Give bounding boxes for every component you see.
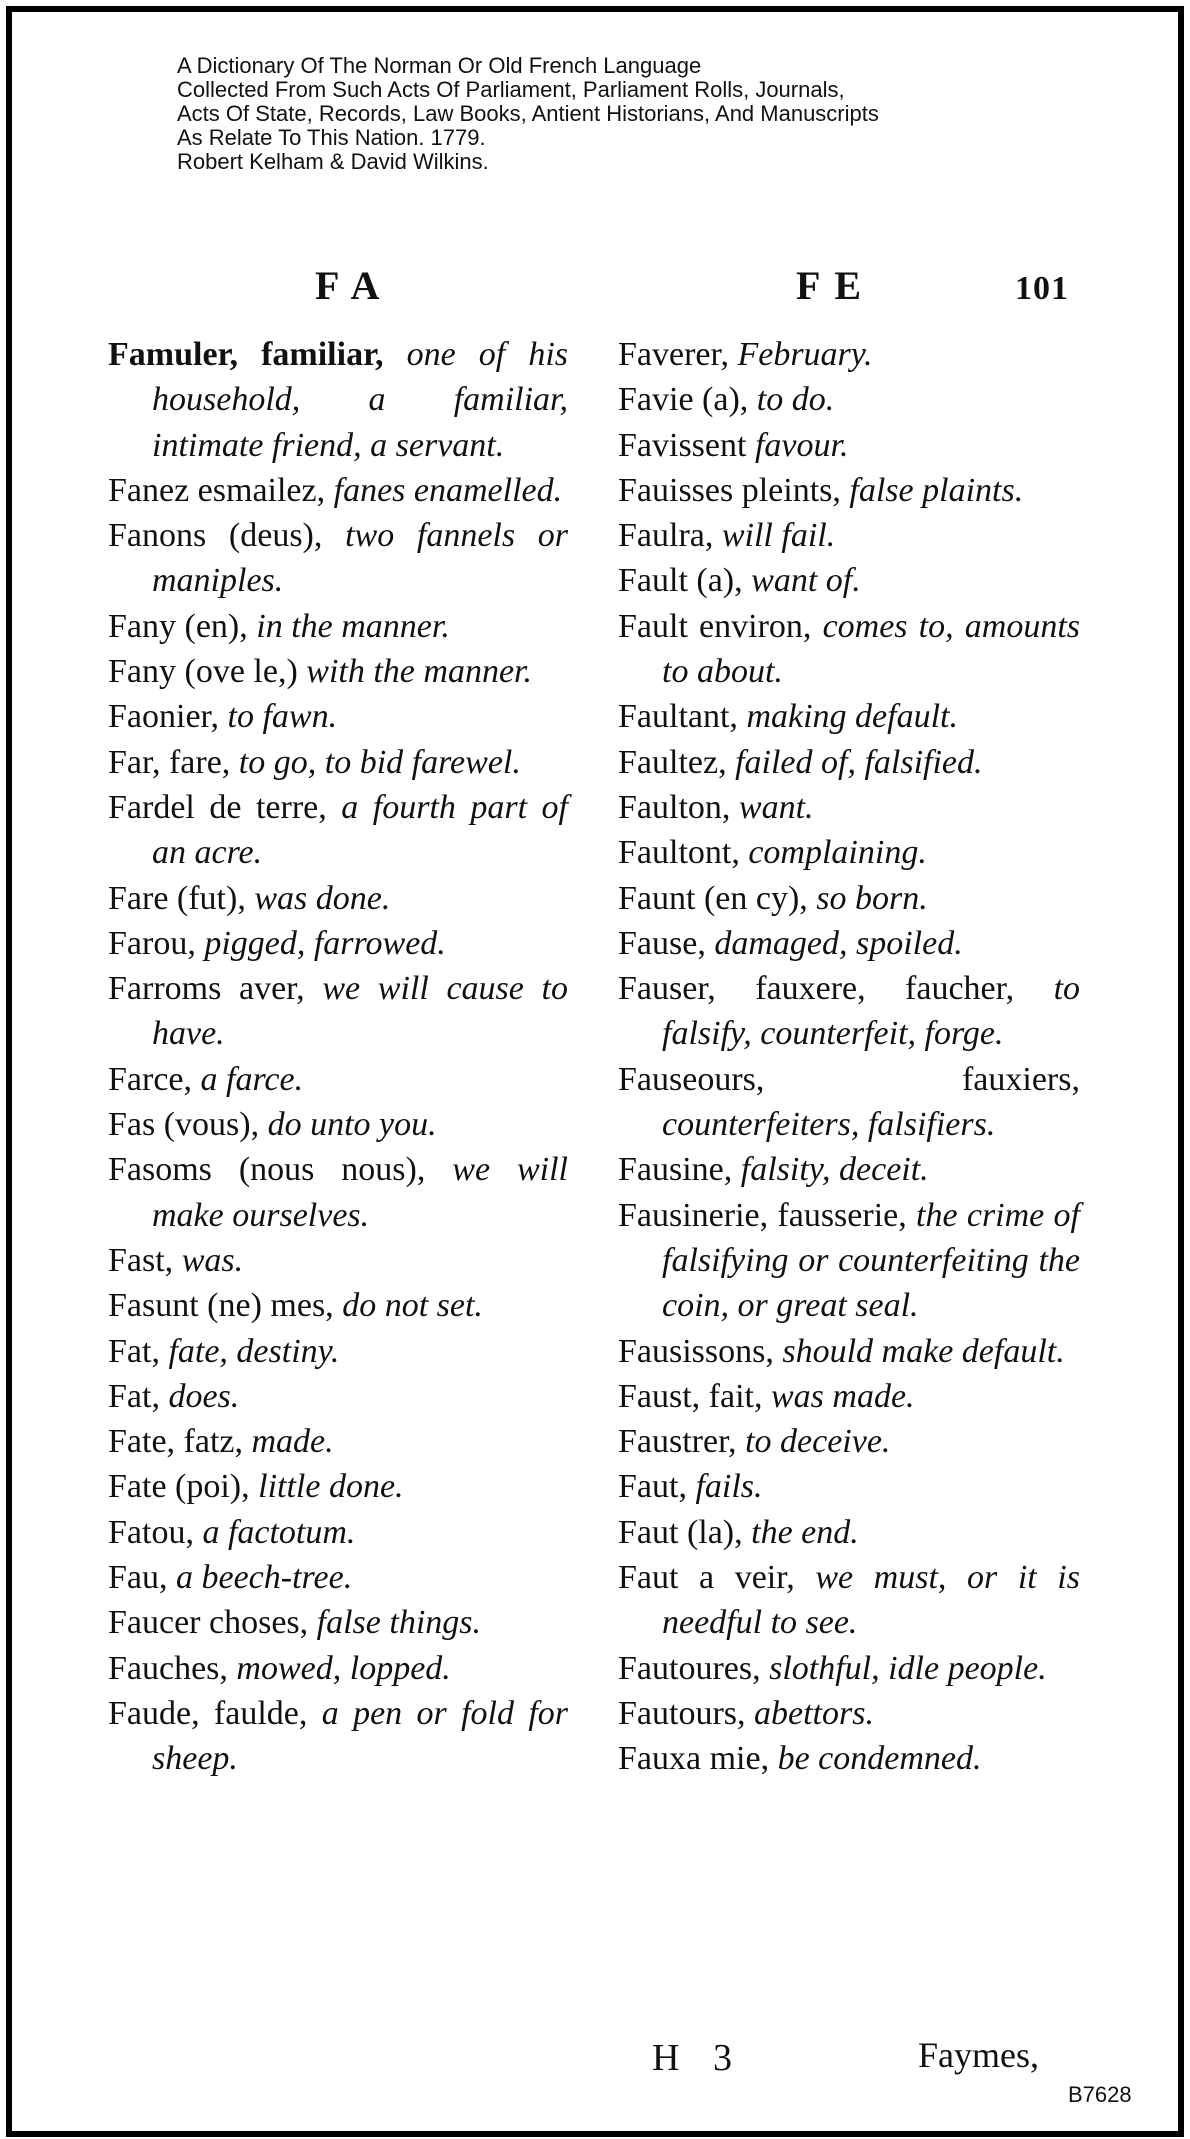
citation-line: A Dictionary Of The Norman Or Old French Language	[177, 53, 702, 78]
dictionary-entry	[108, 1419, 568, 1464]
entry-definition: pigged, farrowed.	[204, 924, 446, 962]
entry-definition: to do.	[756, 381, 835, 419]
entry-headword: Fault (a),	[618, 562, 743, 600]
dictionary-entry	[108, 1329, 568, 1374]
entry-definition: a factotum.	[202, 1513, 356, 1551]
dictionary-entry	[108, 1374, 568, 1419]
dictionary-entry	[618, 1147, 1080, 1192]
dictionary-entry	[108, 1464, 568, 1509]
dictionary-entry	[108, 1147, 568, 1238]
entry-headword: Faulra,	[618, 517, 714, 555]
dictionary-entry	[108, 1238, 568, 1283]
entry-headword: Fasoms (nous nous),	[108, 1151, 426, 1189]
dictionary-entry	[618, 1374, 1080, 1419]
dictionary-entry	[618, 1555, 1080, 1646]
dictionary-entry	[618, 785, 1080, 830]
entry-definition: the end.	[751, 1513, 859, 1551]
entry-definition: we will cause to have.	[152, 970, 568, 1053]
entry-headword: Fany (ove le,)	[108, 653, 298, 691]
entry-headword: Fare (fut),	[108, 879, 246, 917]
entry-headword: Farce,	[108, 1060, 193, 1098]
entry-headword: Faut a veir,	[618, 1559, 795, 1597]
entry-headword: Fautours,	[618, 1694, 746, 1732]
entry-definition: was made.	[770, 1377, 915, 1415]
entry-definition: so born.	[816, 879, 928, 917]
entry-headword: Favie (a),	[618, 381, 749, 419]
dictionary-entry	[618, 876, 1080, 921]
entry-headword: Fauxa mie,	[618, 1740, 770, 1778]
dictionary-entry	[108, 332, 568, 468]
entry-headword: Faverer,	[618, 336, 729, 373]
citation-line: Acts Of State, Records, Law Books, Antient Historians, And Manuscripts	[177, 101, 879, 126]
entry-headword: Fasunt (ne) mes,	[108, 1287, 334, 1325]
dictionary-column-left	[108, 332, 568, 1782]
entry-definition: the crime of falsifying or counterfeiting the coin, or great seal.	[662, 1196, 1080, 1325]
citation-line: Robert Kelham & David Wilkins.	[177, 149, 489, 174]
dictionary-entry	[108, 513, 568, 604]
entry-headword: Faude, faulde,	[108, 1694, 308, 1732]
entry-definition: a beech-tree.	[176, 1559, 353, 1597]
entry-headword: Favissent	[618, 426, 747, 464]
entry-headword: Fausissons,	[618, 1332, 774, 1370]
entry-definition: mowed, lopped.	[236, 1649, 451, 1687]
dictionary-entry	[618, 423, 1080, 468]
dictionary-entry	[108, 468, 568, 513]
entry-headword: Fast,	[108, 1241, 174, 1279]
dictionary-entry	[108, 1510, 568, 1555]
dictionary-entry	[108, 649, 568, 694]
citation-line: As Relate To This Nation. 1779.	[177, 125, 486, 150]
entry-definition: was.	[181, 1241, 244, 1279]
dictionary-entry	[618, 740, 1080, 785]
entry-definition: false things.	[316, 1604, 481, 1642]
entry-definition: failed of, falsified.	[735, 743, 983, 781]
entry-definition: a pen or fold for sheep.	[152, 1694, 568, 1778]
dictionary-entry	[618, 1510, 1080, 1555]
entry-definition: February.	[737, 336, 873, 373]
entry-definition: complaining.	[748, 834, 927, 872]
entry-definition: we must, or it is needful to see.	[662, 1559, 1080, 1642]
dictionary-entry	[618, 468, 1080, 513]
entry-definition: does.	[168, 1377, 240, 1415]
entry-definition: fanes enamelled.	[333, 471, 563, 509]
entry-definition: made.	[251, 1423, 334, 1461]
entry-headword: Farroms aver,	[108, 970, 305, 1008]
dictionary-entry	[108, 694, 568, 739]
dictionary-entry	[108, 921, 568, 966]
entry-definition: a fourth part of an acre.	[152, 788, 569, 872]
entry-definition: one of his household, a familiar, intimate friend, a servant.	[152, 336, 568, 464]
dictionary-entry	[618, 377, 1080, 422]
dictionary-entry	[618, 332, 1080, 377]
entry-definition: little done.	[258, 1468, 404, 1506]
dictionary-entry	[618, 921, 1080, 966]
dictionary-entry	[108, 966, 568, 1057]
entry-headword: Fat,	[108, 1332, 160, 1370]
entry-definition: want of.	[751, 562, 861, 600]
entry-definition: counterfeiters, falsifiers.	[662, 1106, 996, 1144]
entry-definition: do unto you.	[267, 1106, 437, 1144]
entry-definition: comes to, amounts to about.	[662, 607, 1080, 691]
running-head-left: FA	[315, 263, 394, 308]
entry-definition: false plaints.	[849, 471, 1024, 509]
entry-definition: be condemned.	[777, 1740, 982, 1778]
entry-definition: a farce.	[200, 1060, 304, 1098]
entry-headword: Fas (vous),	[108, 1106, 260, 1144]
dictionary-entry	[618, 604, 1080, 695]
entry-headword: Fau,	[108, 1559, 168, 1597]
dictionary-entry	[108, 876, 568, 921]
dictionary-entry	[618, 1691, 1080, 1736]
entry-definition: want.	[738, 788, 814, 826]
entry-headword: Fausine,	[618, 1151, 733, 1189]
dictionary-entry	[108, 1691, 568, 1782]
dictionary-entry	[618, 1193, 1080, 1329]
citation-line: Collected From Such Acts Of Parliament, Parliament Rolls, Journals,	[177, 77, 845, 102]
entry-definition: will fail.	[721, 517, 836, 555]
entry-headword: Faonier,	[108, 698, 219, 736]
entry-headword: Famuler, familiar,	[108, 336, 384, 373]
entry-headword: Faunt (en cy),	[618, 879, 808, 917]
entry-headword: Faultant,	[618, 698, 738, 736]
dictionary-entry	[618, 558, 1080, 603]
dictionary-entry	[108, 740, 568, 785]
entry-definition: two fannels or maniples.	[152, 517, 569, 600]
dictionary-entry	[108, 1600, 568, 1645]
entry-headword: Fauisses pleints,	[618, 471, 841, 509]
entry-headword: Faulton,	[618, 788, 731, 826]
entry-headword: Faucer choses,	[108, 1604, 309, 1642]
dictionary-entry	[618, 1736, 1080, 1781]
entry-headword: Fauseours, fauxiers,	[618, 1060, 1080, 1098]
entry-definition: to go, to bid farewel.	[238, 743, 521, 781]
running-head-right: FE	[796, 263, 876, 308]
dictionary-entry	[108, 604, 568, 649]
reference-code: B7628	[1068, 2082, 1132, 2107]
dictionary-entry	[618, 1419, 1080, 1464]
entry-headword: Faustrer,	[618, 1423, 737, 1461]
entry-definition: abettors.	[754, 1694, 874, 1732]
entry-headword: Far, fare,	[108, 743, 231, 781]
entry-definition: we will make ourselves.	[152, 1151, 568, 1234]
entry-headword: Fautoures,	[618, 1649, 761, 1687]
dictionary-entry	[618, 1057, 1080, 1148]
catchword: Faymes,	[918, 2035, 1039, 2075]
entry-headword: Fardel de terre,	[108, 788, 327, 826]
entry-headword: Fanez esmailez,	[108, 471, 326, 509]
entry-definition: falsity, deceit.	[740, 1151, 929, 1189]
dictionary-entry	[618, 830, 1080, 875]
dictionary-entry	[108, 1057, 568, 1102]
entry-headword: Fausinerie, fausserie,	[618, 1196, 907, 1234]
entry-definition: to falsify, counterfeit, forge.	[662, 970, 1081, 1053]
dictionary-entry	[108, 1102, 568, 1147]
entry-definition: fate, destiny.	[168, 1332, 340, 1370]
entry-headword: Faust, fait,	[618, 1377, 763, 1415]
dictionary-entry	[108, 1646, 568, 1691]
dictionary-entry	[618, 513, 1080, 558]
entry-headword: Faultont,	[618, 834, 740, 872]
entry-headword: Fauches,	[108, 1649, 228, 1687]
entry-headword: Faultez,	[618, 743, 727, 781]
entry-headword: Fate (poi),	[108, 1468, 250, 1506]
entry-definition: fails.	[695, 1468, 763, 1506]
signature-mark: H 3	[652, 2037, 744, 2079]
dictionary-entry	[108, 1555, 568, 1600]
dictionary-entry	[108, 785, 568, 876]
entry-headword: Faut (la),	[618, 1513, 743, 1551]
entry-headword: Fanons (deus),	[108, 517, 323, 555]
book-citation	[177, 54, 879, 174]
entry-definition: was done.	[254, 879, 391, 917]
entry-definition: in the manner.	[256, 607, 450, 645]
entry-headword: Fatou,	[108, 1513, 194, 1551]
entry-headword: Farou,	[108, 924, 196, 962]
dictionary-column-right	[618, 332, 1080, 1782]
dictionary-entry	[618, 1464, 1080, 1509]
page-number: 101	[1015, 270, 1069, 307]
entry-headword: Fault environ,	[618, 607, 812, 645]
entry-definition: favour.	[754, 426, 849, 464]
entry-definition: do not set.	[342, 1287, 483, 1325]
entry-definition: damaged, spoiled.	[714, 924, 963, 962]
entry-definition: to fawn.	[227, 698, 338, 736]
dictionary-entry	[618, 1646, 1080, 1691]
entry-headword: Fat,	[108, 1377, 160, 1415]
entry-definition: to deceive.	[745, 1423, 891, 1461]
dictionary-entry	[618, 1329, 1080, 1374]
entry-headword: Faut,	[618, 1468, 687, 1506]
entry-headword: Fany (en),	[108, 607, 248, 645]
entry-headword: Fauser, fauxere, faucher,	[618, 970, 1015, 1008]
entry-headword: Fause,	[618, 924, 706, 962]
entry-definition: slothful, idle people.	[769, 1649, 1047, 1687]
entry-headword: Fate, fatz,	[108, 1423, 243, 1461]
dictionary-entry	[108, 1283, 568, 1328]
entry-definition: should make default.	[782, 1332, 1065, 1370]
entry-definition: with the manner.	[306, 653, 532, 691]
dictionary-entry	[618, 694, 1080, 739]
dictionary-entry	[618, 966, 1080, 1057]
entry-definition: making default.	[746, 698, 958, 736]
